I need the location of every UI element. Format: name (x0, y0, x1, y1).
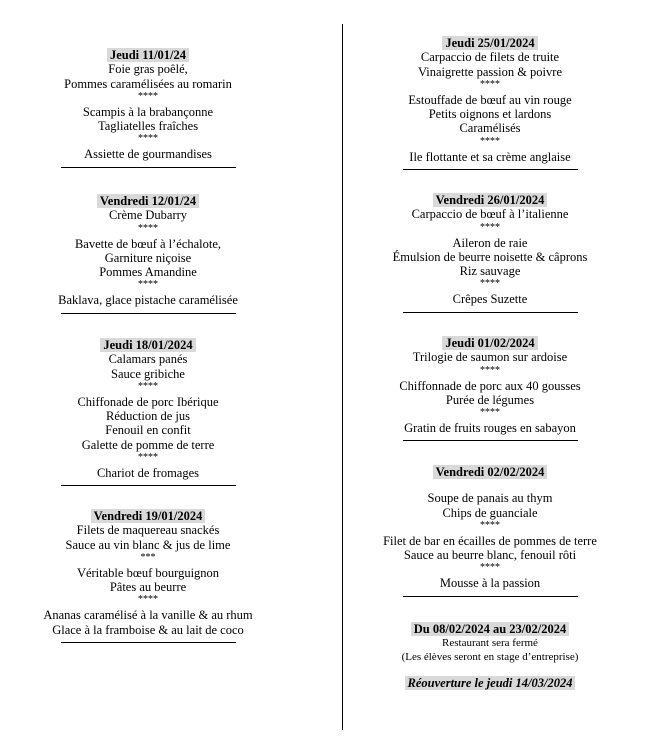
dish-line: Aileron de raie (452, 235, 528, 250)
dish-line: Fenouil en confit (105, 423, 191, 438)
column-divider (342, 24, 343, 730)
dish-line: Petits oignons et lardons (428, 107, 552, 122)
menu-date: Vendredi 26/01/2024 (433, 193, 548, 207)
course-separator: **** (138, 380, 158, 392)
course-separator: **** (480, 221, 500, 233)
dish-line: Riz sauvage (459, 264, 521, 279)
menu-block (372, 193, 608, 313)
menu-block (28, 509, 268, 643)
dish-line: Soupe de panais au thym (427, 491, 553, 506)
menu-block (28, 194, 268, 314)
dish-line: Sauce au beurre blanc, fenouil rôti (403, 548, 577, 563)
closure-reason: (Les élèves seront en stage d’entreprise) (401, 651, 579, 664)
dish-line: Tagliatelles fraîches (97, 119, 199, 134)
dish-line: Trilogie de saumon sur ardoise (412, 350, 568, 365)
dish-line: Chiffonade de porc Ibérique (77, 394, 219, 409)
course-separator: **** (480, 364, 500, 376)
dish-line: Scampis à la brabançonne (82, 104, 214, 119)
course-separator: **** (138, 90, 158, 102)
course-separator: **** (138, 222, 158, 234)
dish-line: Galette de pomme de terre (81, 437, 215, 452)
dish-line: Sauce au vin blanc & jus de lime (65, 537, 231, 552)
menu-date: Jeudi 25/01/2024 (442, 36, 537, 50)
section-rule (403, 169, 578, 170)
menu-block (372, 36, 608, 170)
dish-line: Foie gras poêlé, (108, 62, 188, 77)
course-separator: **** (138, 452, 158, 464)
dish-line: Véritable bœuf bourguignon (76, 565, 220, 580)
course-separator: **** (480, 78, 500, 90)
section-rule (403, 440, 578, 441)
dish-line: Filets de maquereau snackés (76, 523, 220, 538)
section-rule (61, 167, 236, 168)
dish-line: Émulsion de beurre noisette & câprons (392, 249, 588, 264)
dish-line: Chips de guanciale (442, 505, 538, 520)
section-rule (61, 642, 236, 643)
dish-line: Sauce gribiche (111, 366, 185, 381)
dish-line: Carpaccio de bœuf à l’italienne (411, 207, 569, 222)
dish-line: Bavette de bœuf à l’échalote, (74, 236, 222, 251)
reopening-date: Réouverture le jeudi 14/03/2024 (405, 676, 576, 690)
menu-block (28, 338, 268, 486)
menu-date: Vendredi 02/02/2024 (433, 465, 548, 479)
closure-block (372, 622, 608, 691)
dish-line: Garniture niçoise (104, 250, 192, 265)
dish-line: Crêpes Suzette (452, 292, 528, 307)
dish-line: Gratin de fruits rouges en sabayon (404, 421, 576, 436)
dish-line: Crème Dubarry (108, 208, 188, 223)
menu-block (28, 48, 268, 168)
course-separator: **** (138, 279, 158, 291)
section-rule (403, 312, 578, 313)
menu-date: Vendredi 19/01/2024 (91, 509, 206, 523)
dish-line: Calamars panés (108, 352, 188, 367)
section-rule (61, 313, 236, 314)
dish-line: Mousse à la passion (439, 576, 541, 591)
menu-block (372, 465, 608, 597)
dish-line: Baklava, glace pistache caramélisée (58, 293, 238, 308)
dish-line: Chariot de fromages (96, 466, 200, 481)
course-separator: **** (480, 278, 500, 290)
menu-block (372, 336, 608, 441)
dish-line: Assiette de gourmandises (84, 147, 212, 162)
section-rule (403, 596, 578, 597)
closure-dates: Du 08/02/2024 au 23/02/2024 (411, 622, 569, 636)
course-separator: **** (480, 407, 500, 419)
dish-line: Filet de bar en écailles de pommes de terre (383, 533, 597, 548)
dish-line: Ananas caramélisé à la vanille & au rhum (43, 608, 253, 623)
dish-line: Carpaccio de filets de truite (420, 50, 560, 65)
course-separator: **** (138, 133, 158, 145)
dish-line: Pommes Amandine (99, 265, 197, 280)
dish-line: Pommes caramélisées au romarin (64, 76, 232, 91)
section-rule (61, 485, 236, 486)
menu-date: Jeudi 01/02/2024 (442, 336, 537, 350)
dish-line: Vinaigrette passion & poivre (417, 64, 562, 79)
dish-line: Réduction de jus (105, 409, 190, 424)
dish-line: Ile flottante et sa crème anglaise (409, 149, 571, 164)
menu-date: Jeudi 11/01/24 (107, 48, 189, 62)
dish-line: Chiffonnade de porc aux 40 gousses (399, 378, 581, 393)
course-separator: **** (138, 594, 158, 606)
course-separator: *** (140, 551, 156, 563)
closure-notice: Restaurant sera fermé (442, 637, 538, 650)
dish-line: Glace à la framboise & au lait de coco (52, 622, 244, 637)
menu-date: Jeudi 18/01/2024 (100, 338, 195, 352)
course-separator: **** (480, 562, 500, 574)
course-separator: **** (480, 519, 500, 531)
menu-date: Vendredi 12/01/24 (97, 194, 199, 208)
dish-line: Caramélisés (459, 121, 521, 136)
dish-line: Purée de légumes (445, 392, 535, 407)
dish-line: Pâtes au beurre (109, 580, 187, 595)
course-separator: **** (480, 135, 500, 147)
dish-line: Estouffade de bœuf au vin rouge (408, 92, 572, 107)
